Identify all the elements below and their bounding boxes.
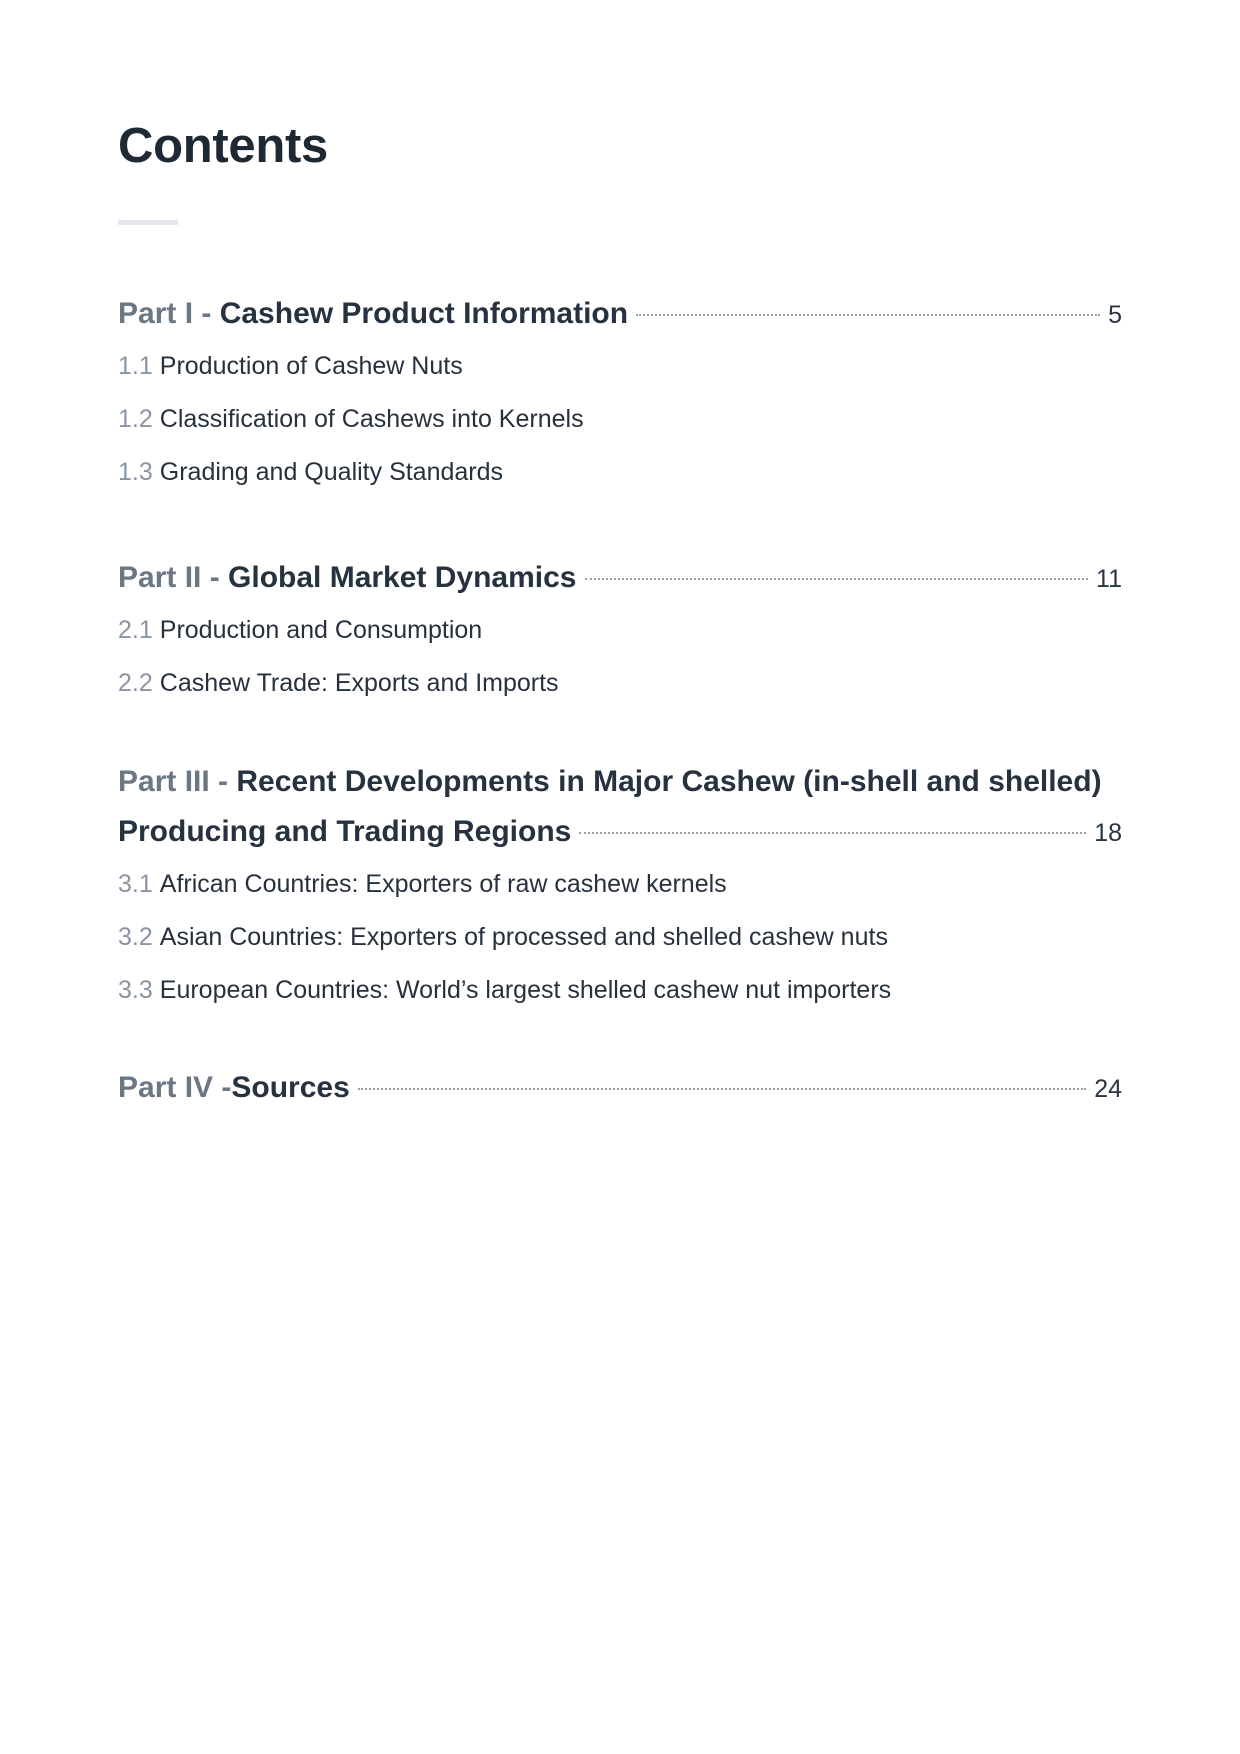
dot-leader [579,832,1086,834]
page-number: 11 [1096,565,1122,593]
subsection-number: 3.2 [118,923,153,951]
toc-part-entry[interactable] [118,289,1122,340]
dot-leader [358,1088,1086,1090]
page-title: Contents [118,119,328,173]
subsection-list [118,858,1122,1017]
subsection-title: Asian Countries: Exporters of processed and shelled cashew nuts [159,923,888,951]
part-title: Cashew Product Information [219,297,629,330]
part-title-line-2: Producing and Trading Regions [118,815,572,848]
part-title-line-1: Recent Developments in Major Cashew (in-shell and shelled) [236,765,1102,798]
toc-subsection[interactable] [118,446,1122,499]
toc-part-1 [118,289,1122,499]
toc-part-entry[interactable] [118,1063,1122,1114]
part-prefix: Part III - [118,765,237,798]
toc-part-entry[interactable] [118,553,1122,604]
toc-subsection[interactable] [118,604,1122,657]
toc-subsection[interactable] [118,858,1122,911]
subsection-number: 1.1 [118,352,153,380]
subsection-title: Production of Cashew Nuts [159,352,463,380]
title-underline [118,220,178,225]
subsection-list [118,340,1122,499]
part-prefix: Part IV - [118,1071,232,1104]
toc-subsection[interactable] [118,393,1122,446]
toc-subsection[interactable] [118,340,1122,393]
subsection-number: 3.3 [118,976,153,1004]
part-title: Sources [231,1071,350,1104]
page-number: 5 [1108,301,1122,329]
page-number: 18 [1094,819,1122,847]
toc-subsection[interactable] [118,657,1122,710]
part-prefix: Part I - [118,297,220,330]
subsection-title: Cashew Trade: Exports and Imports [159,669,559,697]
subsection-title: African Countries: Exporters of raw cashew kernels [159,870,727,898]
page-number: 24 [1094,1075,1122,1103]
toc-part-4 [118,1063,1122,1114]
toc-part-3 [118,757,1122,1017]
toc-subsection[interactable] [118,964,1122,1017]
subsection-title: European Countries: World’s largest shelled cashew nut importers [159,976,892,1004]
toc-part-entry[interactable] [118,757,1122,858]
dot-leader [585,578,1089,580]
subsection-number: 2.1 [118,616,153,644]
toc-part-2 [118,553,1122,710]
toc-subsection[interactable] [118,911,1122,964]
subsection-number: 1.2 [118,405,153,433]
subsection-list [118,604,1122,710]
dot-leader [636,314,1100,316]
subsection-title: Production and Consumption [159,616,483,644]
part-title: Global Market Dynamics [228,561,577,594]
subsection-number: 2.2 [118,669,153,697]
subsection-number: 3.1 [118,870,153,898]
subsection-title: Grading and Quality Standards [159,458,504,486]
subsection-title: Classification of Cashews into Kernels [159,405,584,433]
contents-page [118,0,1122,1754]
subsection-number: 1.3 [118,458,153,486]
part-prefix: Part II - [118,561,229,594]
